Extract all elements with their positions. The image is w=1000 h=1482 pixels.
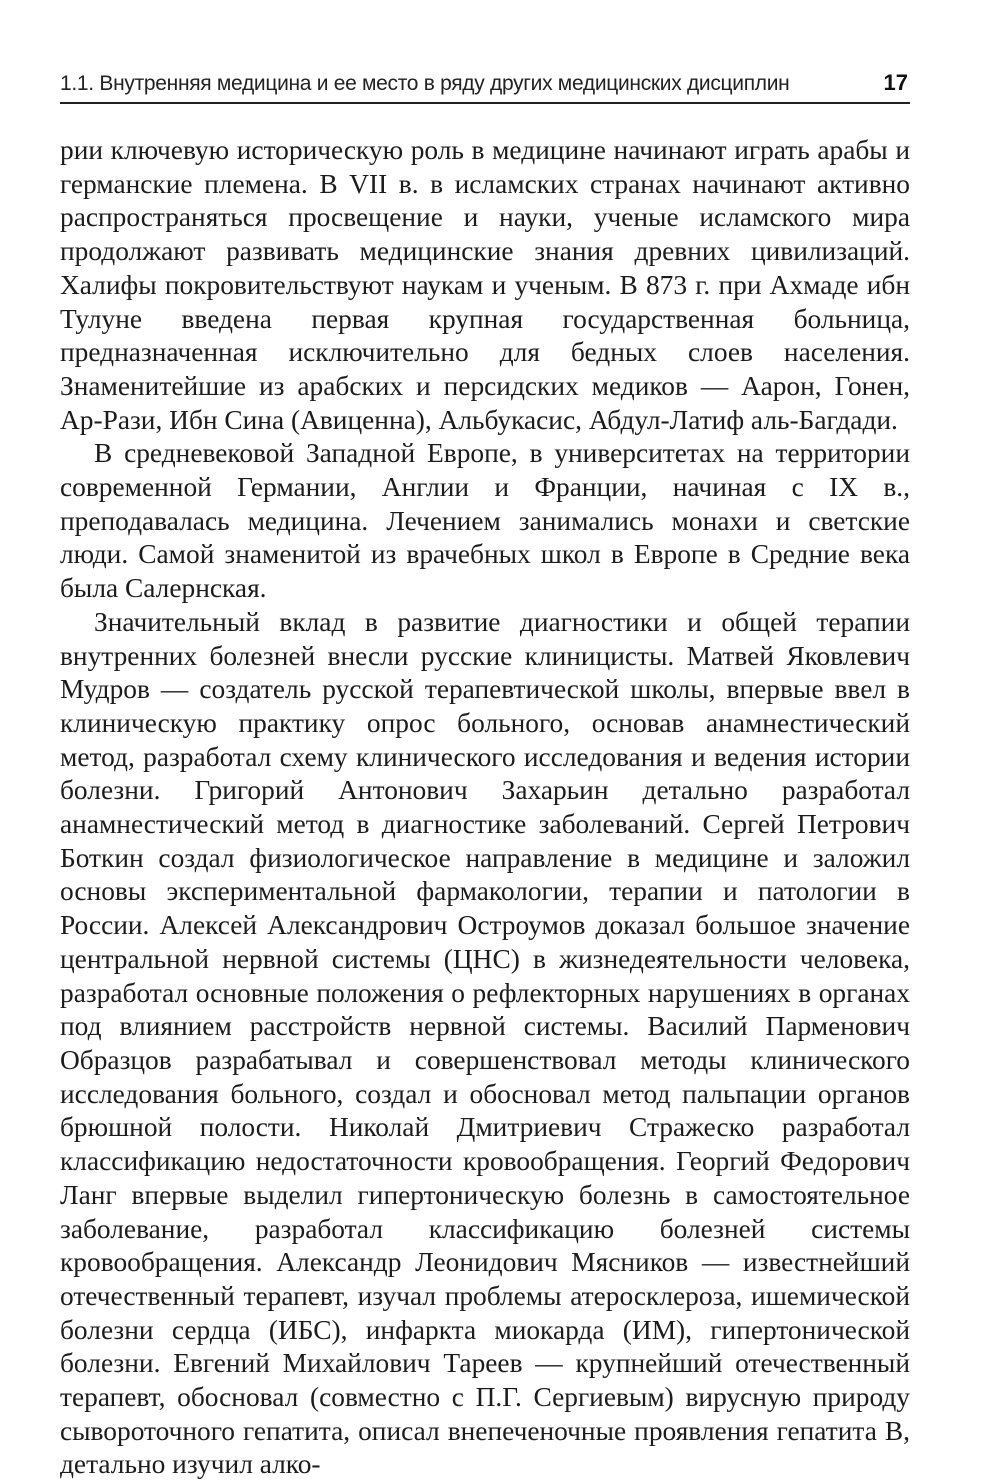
running-header	[60, 66, 910, 104]
body-text	[60, 134, 910, 1482]
paragraph-3: Значительный вклад в развитие диагностики и общей терапии внутренних болезней внесли русские клиницисты. Матвей Яковлевич Мудров — создатель русской терапевтической школы, впервые ввел в клиническую практику опрос больного, основав анамнестический метод, разработал схему клинического исследования и ведения истории болезни. Григорий Антонович Захарьин детально разработал анамнестический метод в диагностике заболеваний. Сергей Петрович Боткин создал физиологическое направление в медицине и заложил основы экспериментальной фармакологии, терапии и патологии в России. Алексей Александрович Остроумов доказал большое значение центральной нервной системы (ЦНС) в жизнедеятельности человека, разработал основные положения о рефлекторных нарушениях в органах под влиянием расстройств нервной системы. Василий Парменович Образцов разрабатывал и совершенствовал методы клинического исследования больного, создал и обосновал метод пальпации органов брюшной полости. Николай Дмитриевич Стражеско разработал классификацию недостаточности кровообращения. Георгий Федорович Ланг впервые выделил гипертоническую болезнь в самостоятельное заболевание, разработал классификацию болезней системы кровообращения. Александр Леонидович Мясников — известнейший отечественный терапевт, изучал проблемы атеросклероза, ишемической болезни сердца (ИБС), инфаркта миокарда (ИМ), гипертонической болезни. Евгений Михайлович Тареев — крупнейший отечественный терапевт, обосновал (совместно с П.Г. Сергиевым) вирусную природу сывороточного гепатита, описал внепеченочные проявления гепатита B, детально изучил алко-	[60, 606, 910, 1480]
running-title: 1.1. Внутренняя медицина и ее место в ряду других медицинских дисциплин	[60, 72, 790, 95]
paragraph-1: рии ключевую историческую роль в медицине начинают играть арабы и германские племена. В VII в. в исламских странах начинают активно распространяться просвещение и науки, ученые исламского мира продолжают развивать медицинские знания древних цивилизаций. Халифы покровительствуют наукам и ученым. В 873 г. при Ахмаде ибн Тулуне введена первая крупная государственная больница, предназначенная исключительно для бедных слоев населения. Знаменитейшие из арабских и персидских медиков — Аарон, Гонен, Ар-Рази, Ибн Сина (Авиценна), Альбукасис, Абдул-Латиф аль-Багдади.	[60, 135, 910, 435]
page-number: 17	[883, 70, 908, 95]
paragraph-2: В средневековой Западной Европе, в университетах на территории современной Германии, Англии и Франции, начиная с IX в., преподавалась медицина. Лечением занимались монахи и светские люди. Самой знаменитой из врачебных школ в Европе в Средние века была Салернская.	[60, 438, 910, 604]
